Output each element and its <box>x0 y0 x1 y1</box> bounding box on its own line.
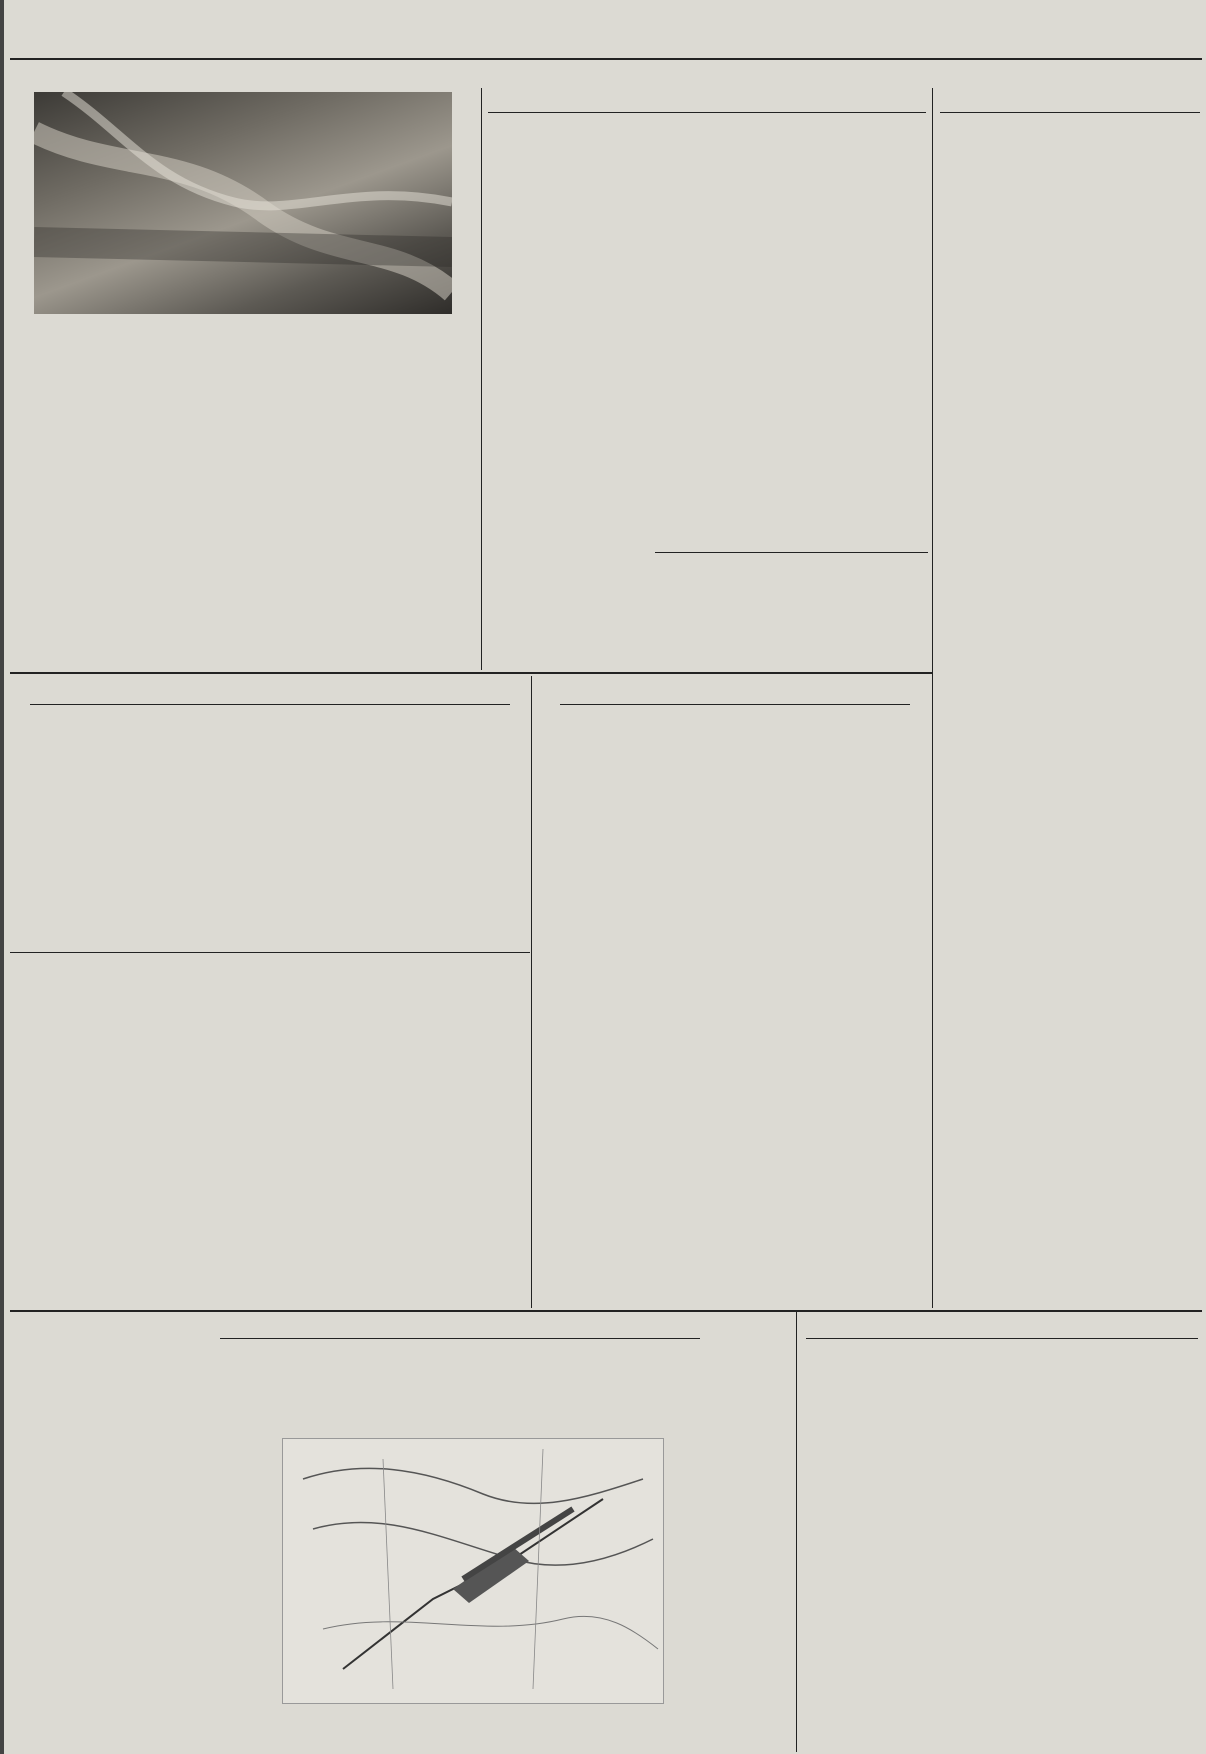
column-rule <box>531 676 532 1308</box>
leopoli-body <box>16 1020 524 1304</box>
rapina-body <box>658 592 926 668</box>
rapina-rule <box>655 552 928 553</box>
eur-body-left <box>14 1318 134 1748</box>
viareggio-top-winners <box>940 376 1198 596</box>
eur-map <box>282 1438 664 1704</box>
corte-body <box>16 806 524 946</box>
column-rule <box>932 88 933 1308</box>
column-rule <box>796 1312 797 1752</box>
viareggio-other-winners <box>940 628 1198 1308</box>
masthead-rule <box>10 58 1202 60</box>
kicker-rule <box>488 112 926 113</box>
section-rule <box>10 672 932 674</box>
viareggio-mid-text <box>940 600 1198 624</box>
kicker-rule <box>806 1338 1198 1339</box>
landslide-photo <box>34 92 452 314</box>
page-edge <box>0 0 4 1754</box>
kicker-rule <box>940 112 1200 113</box>
obituary-title <box>914 1574 1058 1578</box>
marco-body <box>488 286 928 550</box>
kicker-rule <box>560 704 910 705</box>
eur-body-left-2 <box>148 1440 268 1748</box>
section-rule <box>10 1310 1202 1312</box>
viareggio-intro <box>940 286 1198 372</box>
obituary-body <box>914 1604 1054 1724</box>
eur-body-map-bottom <box>282 1720 662 1750</box>
column-rule <box>481 88 482 670</box>
section-rule <box>10 952 530 953</box>
kicker-rule <box>220 1338 700 1339</box>
stava-body <box>16 444 476 660</box>
kicker-rule <box>30 704 510 705</box>
acque-body <box>538 806 928 1292</box>
